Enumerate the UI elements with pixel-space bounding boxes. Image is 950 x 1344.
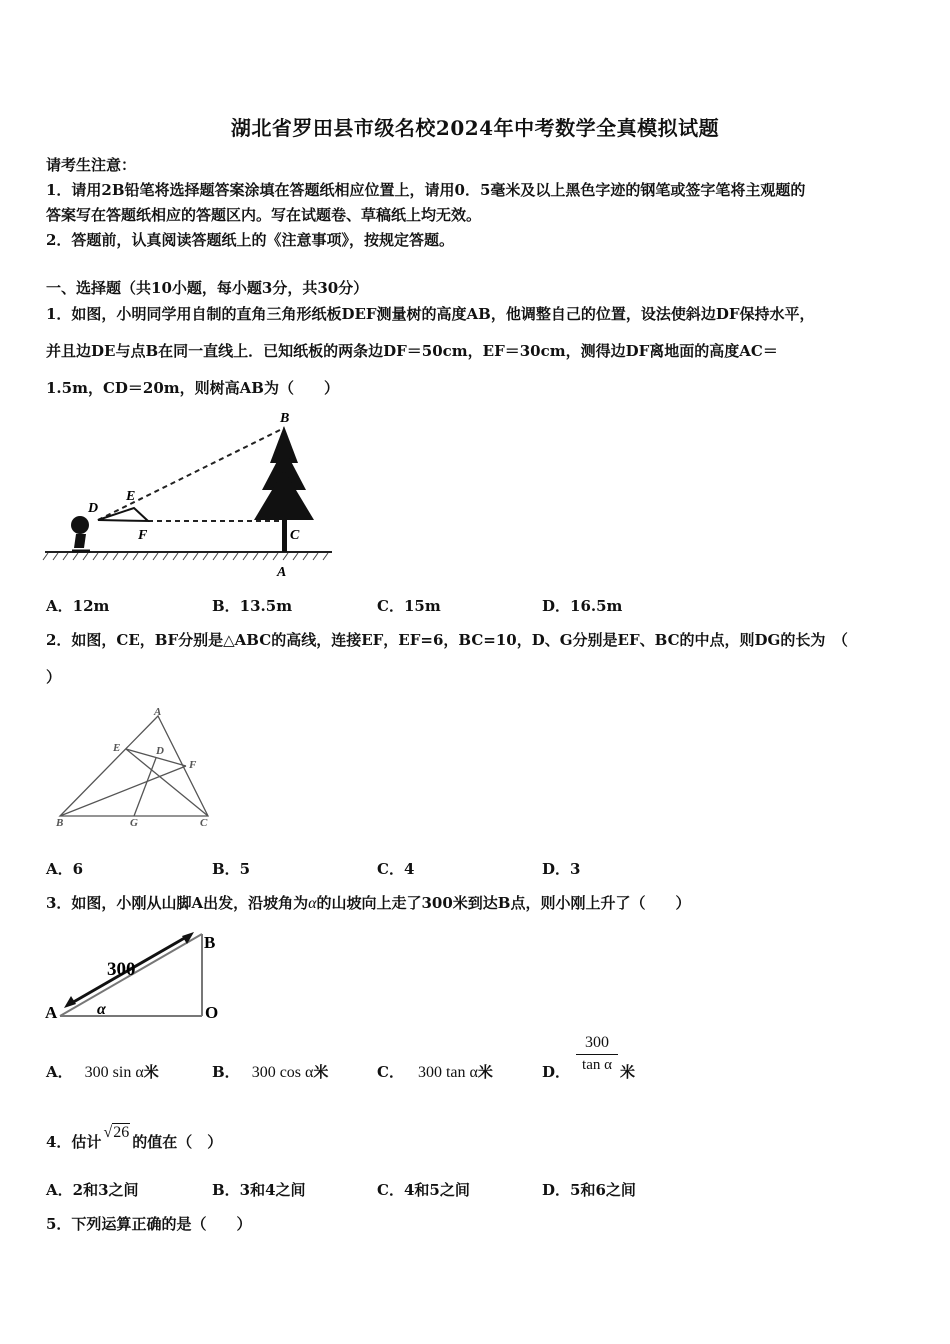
section-heading: 一、选择题（共10小题，每小题3分，共30分） xyxy=(46,279,369,297)
q2-line-1: 2．如图，CE，BF分别是△ABC的高线，连接EF，EF=6，BC=10，D、G分别是EF、BC的中点，则DG的长为 （ xyxy=(46,631,848,649)
q2-label-g: G xyxy=(130,817,138,828)
q1-label-c: C xyxy=(290,528,300,543)
q3-label-length: 300 xyxy=(107,959,136,980)
notice-item-2: 2．答题前，认真阅读答题纸上的《注意事项》，按规定答题。 xyxy=(46,231,454,249)
q3-option-d-fraction xyxy=(576,1034,618,1074)
q3-option-d-denominator: tan α xyxy=(582,1057,612,1073)
sqrt-26: √26 xyxy=(103,1124,130,1141)
q3-label-a: A xyxy=(45,1003,58,1022)
q3-option-b[interactable]: B． 300 cos α米 xyxy=(212,1063,329,1081)
q4-option-c[interactable]: C．4和5之间 xyxy=(377,1181,470,1199)
q2-label-d: D xyxy=(156,745,164,757)
q2-label-c: C xyxy=(200,817,208,828)
q2-label-e: E xyxy=(113,742,121,754)
page-title: 湖北省罗田县市级名校2024年中考数学全真模拟试题 xyxy=(230,116,720,140)
notice-heading: 请考生注意： xyxy=(46,156,137,174)
q4-option-a[interactable]: A．2和3之间 xyxy=(46,1181,139,1199)
q3-label-b: B xyxy=(204,933,216,952)
q1-option-a[interactable]: A．12m xyxy=(46,597,110,615)
q3-label-o: O xyxy=(205,1003,219,1022)
notice-item-1-line-2: 答案写在答题纸相应的答题区内。写在试题卷、草稿纸上均无效。 xyxy=(46,206,482,224)
q4-line: 4．估计√26的值在（ ） xyxy=(46,1124,223,1151)
q1-label-a: A xyxy=(277,565,287,580)
q1-line-3: 1.5m，CD＝20m，则树高AB为（ ） xyxy=(46,379,339,397)
q3-option-d-unit: 米 xyxy=(620,1063,636,1081)
q5-line-1: 5．下列运算正确的是（ ） xyxy=(46,1215,252,1233)
q1-label-f: F xyxy=(138,528,148,543)
q1-label-d: D xyxy=(88,501,99,516)
q1-option-d[interactable]: D．16.5m xyxy=(542,597,623,615)
q3-option-a[interactable]: A． 300 sin α米 xyxy=(46,1063,159,1081)
q3-line-1: 3．如图，小刚从山脚A出发，沿坡角为α的山坡向上走了300米到达B点，则小刚上升了（ ） xyxy=(46,894,691,912)
q2-option-a[interactable]: A．6 xyxy=(46,860,84,878)
q4-option-b[interactable]: B．3和4之间 xyxy=(212,1181,306,1199)
q2-label-f: F xyxy=(189,759,197,771)
q2-label-b: B xyxy=(56,817,64,828)
q2-option-b[interactable]: B．5 xyxy=(212,860,251,878)
q2-line-2: ） xyxy=(46,668,62,686)
q2-figure xyxy=(50,706,220,828)
q2-option-c[interactable]: C．4 xyxy=(377,860,415,878)
q4-option-d[interactable]: D．5和6之间 xyxy=(542,1181,636,1199)
q1-label-b: B xyxy=(280,411,290,426)
q1-option-b[interactable]: B．13.5m xyxy=(212,597,293,615)
notice-item-1-line-1: 1．请用2B铅笔将选择题答案涂填在答题纸相应位置上，请用0．5毫米及以上黑色字迹的钢笔或签字笔将主观题的 xyxy=(46,181,806,199)
q3-figure xyxy=(42,926,232,1026)
q3-alpha: α xyxy=(308,895,317,912)
q1-line-1: 1．如图，小明同学用自制的直角三角形纸板DEF测量树的高度AB，他调整自己的位置，设法使斜边DF保持水平， xyxy=(46,305,815,323)
q3-option-c[interactable]: C． 300 tan α米 xyxy=(377,1063,493,1081)
q1-figure xyxy=(40,408,340,583)
q3-label-angle: α xyxy=(97,1001,106,1018)
q2-label-a: A xyxy=(154,706,162,718)
q2-option-d[interactable]: D．3 xyxy=(542,860,581,878)
q3-option-d[interactable]: D． xyxy=(542,1063,571,1081)
q1-option-c[interactable]: C．15m xyxy=(377,597,441,615)
q1-label-e: E xyxy=(126,489,136,504)
q1-line-2: 并且边DE与点B在同一直线上．已知纸板的两条边DF＝50cm，EF＝30cm，测得边DF离地面的高度AC＝ xyxy=(46,342,778,360)
q3-option-d-numerator: 300 xyxy=(576,1034,618,1055)
